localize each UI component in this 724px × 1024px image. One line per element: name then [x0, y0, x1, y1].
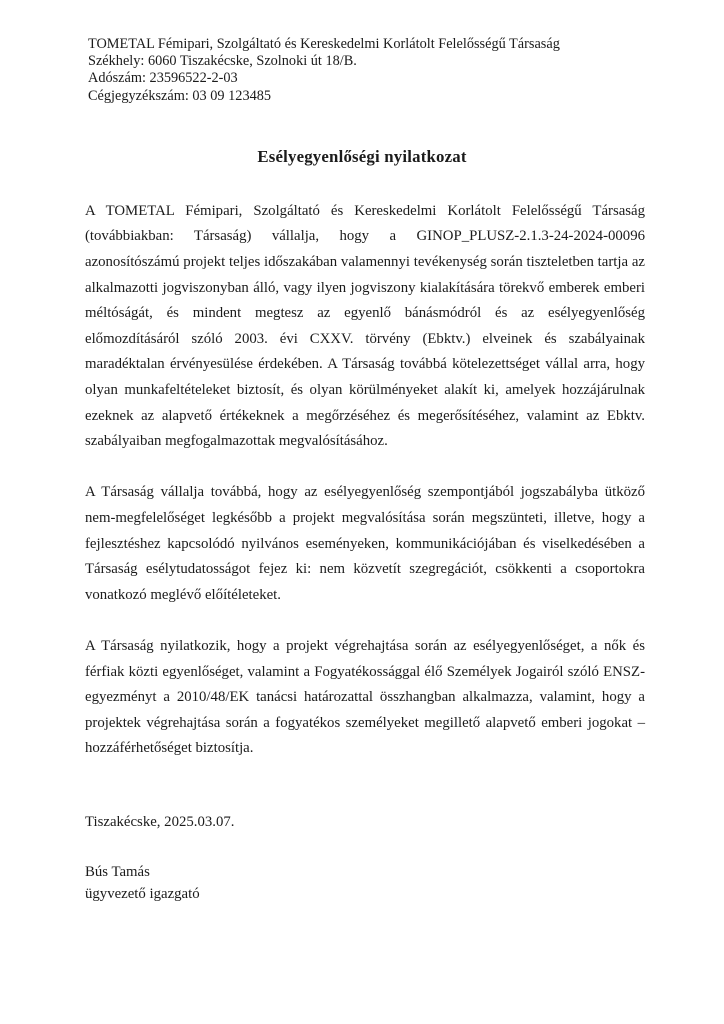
signatory-role: ügyvezető igazgató — [85, 886, 200, 903]
company-tax-number: Adószám: 23596522-2-03 — [88, 70, 238, 87]
date-line: Tiszakécske, 2025.03.07. — [85, 813, 235, 830]
signature-block — [0, 861, 724, 906]
body-paragraph-1: A TOMETAL Fémipari, Szolgáltató és Kereskedelmi Korlátolt Felelősségű Társaság (továbbiakban: Társaság) vállalja, hogy a GINOP_PLUSZ-2.1.3-24-2024-00096 azonosítószámú projekt teljes időszakában valamennyi tevékenység során tiszteletben tartja az alkalmazotti jogviszonyban álló, vagy ilyen jogviszony kialakítására törekvő emberek emberi méltóságát, és mindent megtesz az egyenlő bánásmódról és az esélyegyenlőség előmozdításáról szóló 2003. évi CXXV. törvény (Ebktv.) elveinek és szabályainak maradéktalan érvényesülése érdekében. A Társaság továbbá kötelezettséget vállal arra, hogy olyan munkafeltételeket biztosít, és olyan körülményeket alakít ki, amelyek hozzájárulnak ezeknek az alapvető értékeknek a megőrzéséhez és megerősítéséhez, valamint az Ebktv. szabályaiban megfogalmazottak megvalósításához. — [85, 202, 645, 450]
signatory-name: Bús Tamás — [85, 863, 150, 880]
letterhead — [0, 0, 724, 105]
company-address: Székhely: 6060 Tiszakécske, Szolnoki út 18/B. — [88, 53, 357, 70]
body-paragraph-2: A Társaság vállalja továbbá, hogy az esélyegyenlőség szempontjából jogszabályba ütköző nem-megfelelőséget legkésőbb a projekt megvalósítása során megszünteti, illetve, hogy a fejlesztéshez kapcsolódó nyilvános eseményeken, kommunikációjában és viselkedésében a Társaság esélytudatosságot fejez ki: nem közvetít szegregációt, csökkenti a csoportokra vonatkozó meglévő előítéleteket. — [85, 484, 645, 603]
document-title: Esélyegyenlőségi nyilatkozat — [257, 146, 467, 166]
body-paragraph-3: A Társaság nyilatkozik, hogy a projekt végrehajtása során az esélyegyenlőséget, a nők és férfiak közti egyenlőséget, valamint a Fogyatékossággal élő Személyek Jogairól szóló ENSZ-egyezményt a 2010/48/EK tanácsi határozattal összhangban alkalmazza, valamint, hogy a projektek végrehajtása során a fogyatékos személyeket megillető alapvető emberi jogokat – hozzáférhetőséget biztosítja. — [85, 637, 645, 757]
company-registration-number: Cégjegyzékszám: 03 09 123485 — [88, 87, 272, 104]
document-body — [0, 199, 724, 762]
company-name: TOMETAL Fémipari, Szolgáltató és Kereskedelmi Korlátolt Felelősségű Társaság — [88, 36, 560, 52]
